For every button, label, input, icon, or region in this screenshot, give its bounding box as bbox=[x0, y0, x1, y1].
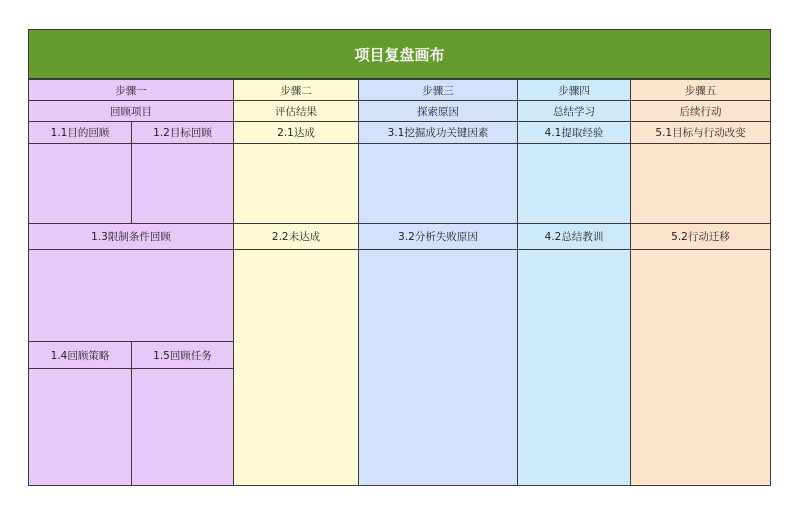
item-2-1-content[interactable] bbox=[233, 143, 359, 224]
step1-theme: 回顾项目 bbox=[28, 100, 234, 122]
step3-theme: 探索原因 bbox=[358, 100, 518, 122]
item-1-5-header: 1.5回顾任务 bbox=[131, 341, 234, 369]
item-4-2-content[interactable] bbox=[517, 249, 631, 486]
item-1-1-header: 1.1目的回顾 bbox=[28, 121, 132, 144]
item-4-1-content[interactable] bbox=[517, 143, 631, 224]
item-1-2-header: 1.2目标回顾 bbox=[131, 121, 234, 144]
step2-header: 步骤二 bbox=[233, 79, 359, 101]
step5-header: 步骤五 bbox=[630, 79, 771, 101]
item-2-2-header: 2.2未达成 bbox=[233, 223, 359, 250]
item-4-2-header: 4.2总结教训 bbox=[517, 223, 631, 250]
step2-theme: 评估结果 bbox=[233, 100, 359, 122]
item-5-2-header: 5.2行动迁移 bbox=[630, 223, 771, 250]
canvas-title: 项目复盘画布 bbox=[28, 29, 771, 79]
item-3-1-content[interactable] bbox=[358, 143, 518, 224]
item-1-5-content[interactable] bbox=[131, 368, 234, 486]
item-5-1-header: 5.1目标与行动改变 bbox=[630, 121, 771, 144]
item-1-1-content[interactable] bbox=[28, 143, 132, 224]
item-5-2-content[interactable] bbox=[630, 249, 771, 486]
item-1-3-header: 1.3限制条件回顾 bbox=[28, 223, 234, 250]
item-1-4-header: 1.4回顾策略 bbox=[28, 341, 132, 369]
step5-theme: 后续行动 bbox=[630, 100, 771, 122]
item-1-4-content[interactable] bbox=[28, 368, 132, 486]
item-2-1-header: 2.1达成 bbox=[233, 121, 359, 144]
step3-header: 步骤三 bbox=[358, 79, 518, 101]
item-1-3-content[interactable] bbox=[28, 249, 234, 342]
step4-header: 步骤四 bbox=[517, 79, 631, 101]
step1-header: 步骤一 bbox=[28, 79, 234, 101]
step4-theme: 总结学习 bbox=[517, 100, 631, 122]
item-5-1-content[interactable] bbox=[630, 143, 771, 224]
item-3-1-header: 3.1挖掘成功关键因素 bbox=[358, 121, 518, 144]
item-2-2-content[interactable] bbox=[233, 249, 359, 486]
item-1-2-content[interactable] bbox=[131, 143, 234, 224]
item-3-2-content[interactable] bbox=[358, 249, 518, 486]
item-4-1-header: 4.1提取经验 bbox=[517, 121, 631, 144]
item-3-2-header: 3.2分析失败原因 bbox=[358, 223, 518, 250]
review-canvas bbox=[28, 29, 771, 486]
